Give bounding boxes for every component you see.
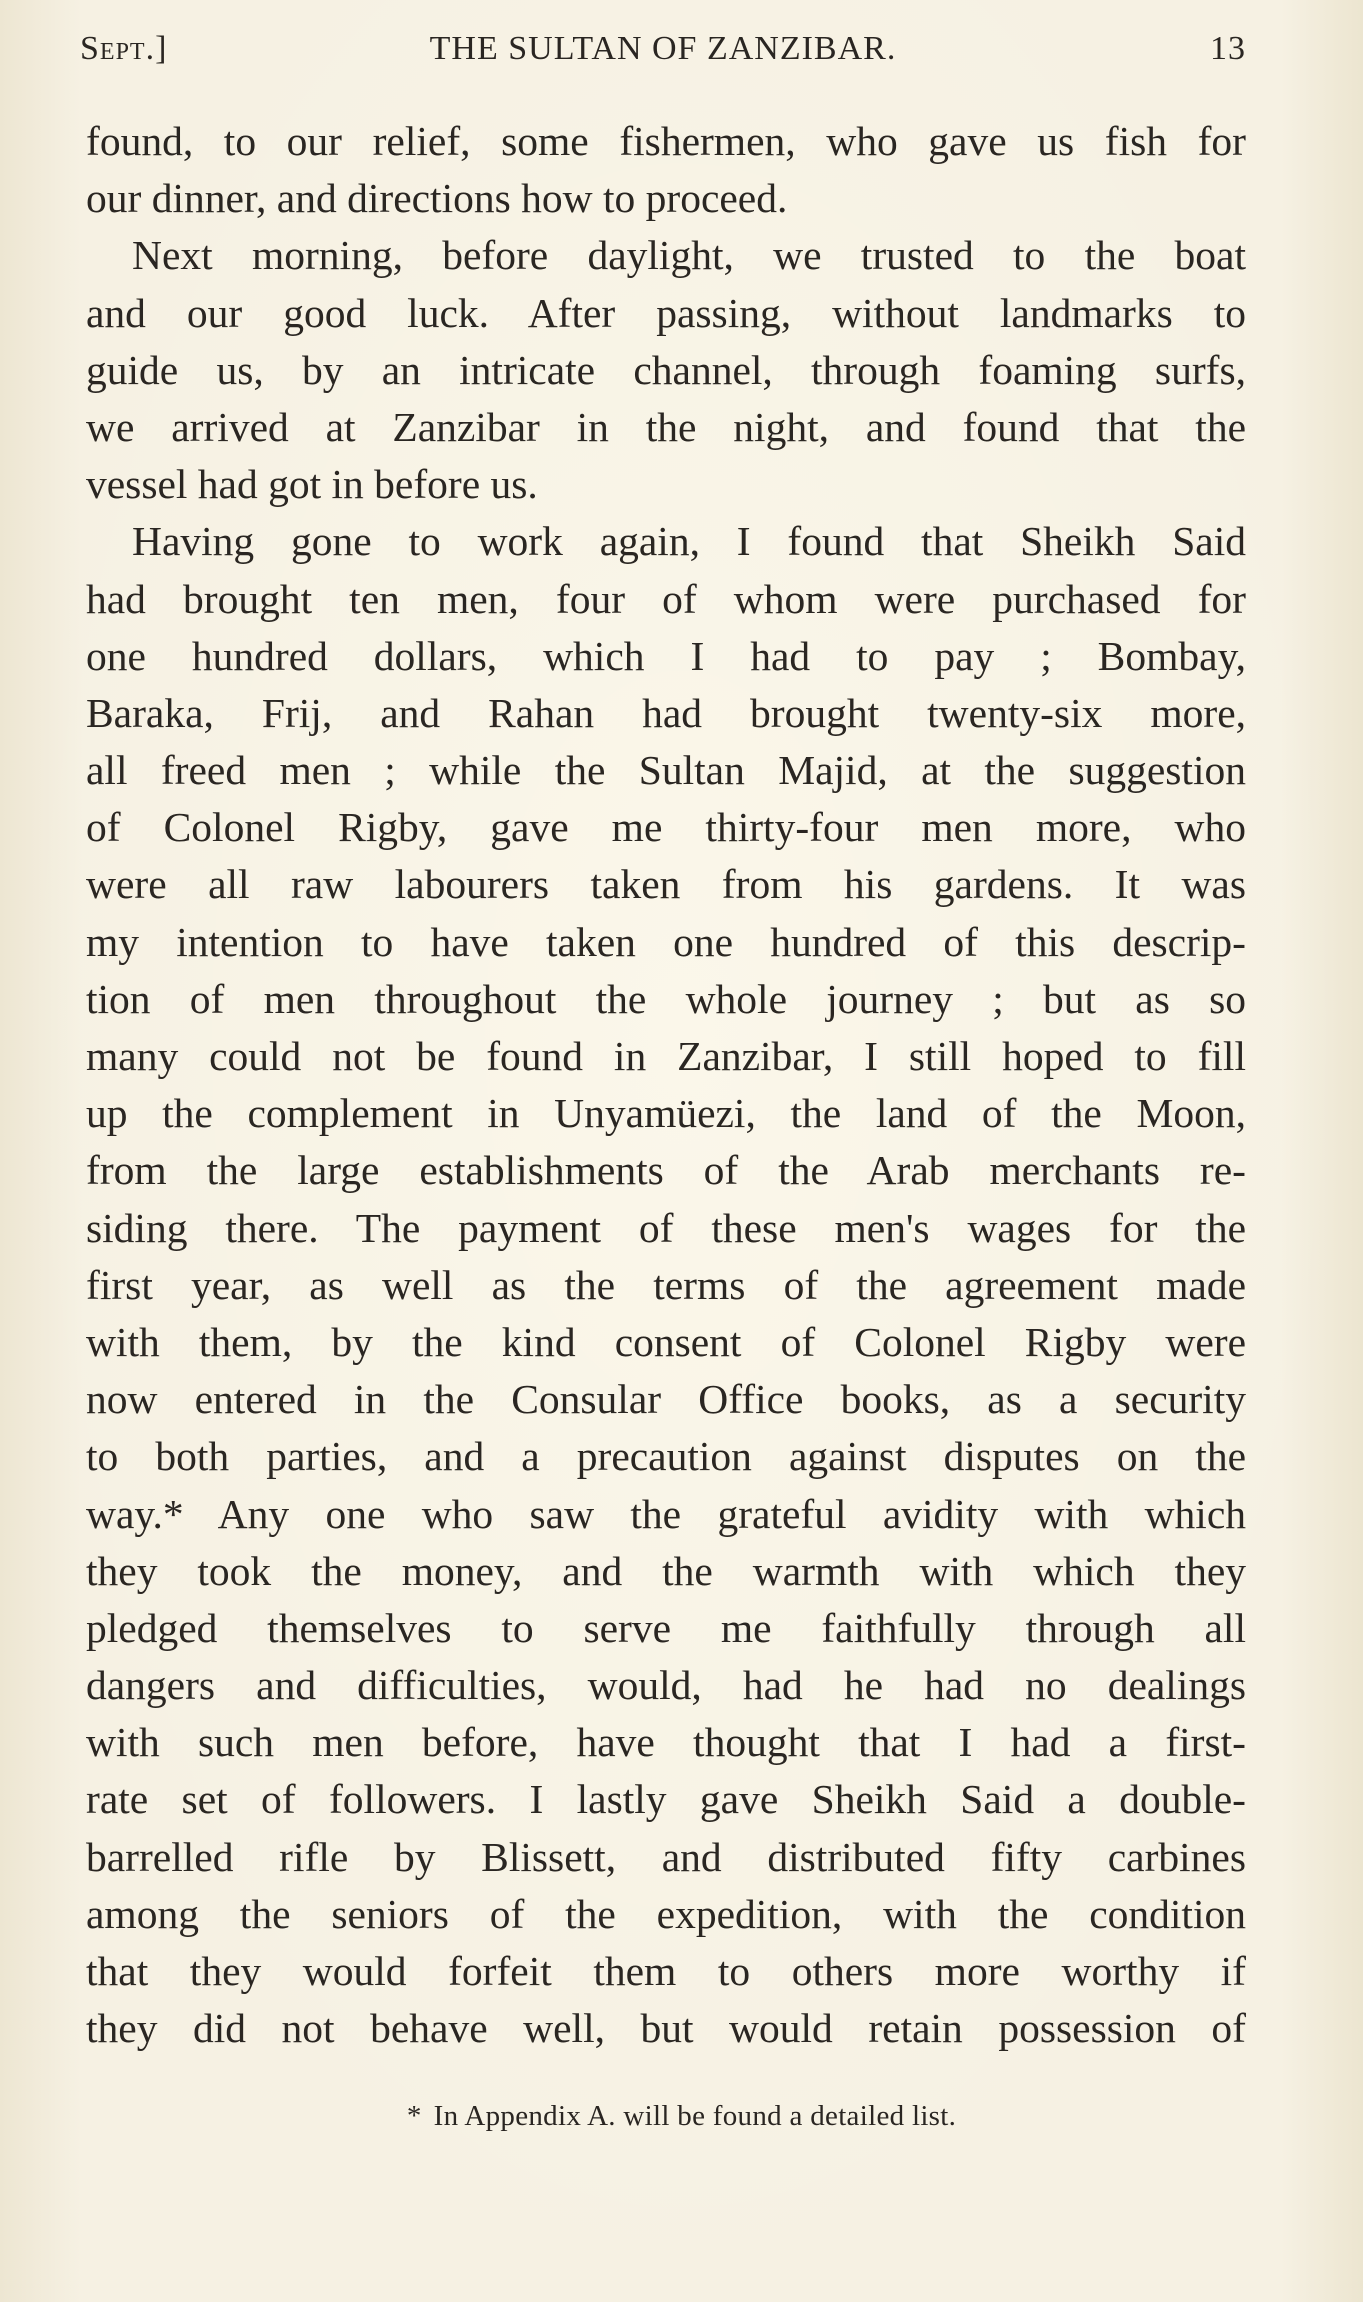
text-line: siding there. The payment of these men's wages for the [86,1204,1246,1251]
text-line: with them, by the kind consent of Colonel Rigby were [86,1318,1246,1365]
text-line: we arrived at Zanzibar in the night, and found that the [86,403,1246,450]
text-line: Next morning, before daylight, we trusted to the boat [132,232,1246,279]
text-line: guide us, by an intricate channel, through foaming surfs, [86,346,1246,393]
text-line: dangers and difficulties, would, had he had no dealings [86,1662,1246,1709]
text-line: and our good luck. After passing, without landmarks to [86,289,1246,336]
text-line: of Colonel Rigby, gave me thirty-four men more, who [86,804,1246,851]
text-line: that they would forfeit them to others more worthy if [86,1948,1246,1994]
text-line: our dinner, and directions how to proceed. [86,175,788,222]
text-line: first year, as well as the terms of the agreement made [86,1261,1246,1308]
text-line: rate set of followers. I lastly gave Sheikh Said a double- [86,1776,1246,1823]
text-line: barrelled rifle by Blissett, and distributed fifty carbines [86,1833,1246,1880]
text-line: to both parties, and a precaution against disputes on the [86,1433,1246,1480]
footnote-marker: * [406,2100,422,2132]
text-line: up the complement in Unyamüezi, the land of the Moon, [86,1090,1246,1137]
text-line: they took the money, and the warmth with which they [86,1547,1246,1594]
text-line: found, to our relief, some fishermen, who gave us fish for [86,118,1246,164]
footnote [0,2100,1363,2133]
text-line: my intention to have taken one hundred of this descrip- [86,918,1246,965]
running-header [80,30,1246,74]
text-line: now entered in the Consular Office books, as a security [86,1376,1246,1423]
text-line: all freed men ; while the Sultan Majid, at the suggestion [86,747,1246,794]
text-line: from the large establishments of the Arab merchants re- [86,1147,1246,1194]
text-line: with such men before, have thought that I had a first- [86,1719,1246,1766]
footnote-text: In Appendix A. will be found a detailed list. [433,2100,957,2132]
text-line: Having gone to work again, I found that Sheikh Said [132,518,1246,565]
text-line: way.* Any one who saw the grateful avidity with which [86,1490,1246,1537]
body-text [86,113,1246,2057]
header-title: THE SULTAN OF ZANZIBAR. [429,30,897,67]
text-line: were all raw labourers taken from his gardens. It was [86,861,1246,908]
text-line: one hundred dollars, which I had to pay ; Bombay, [86,632,1246,679]
header-month: Sept.] [80,30,168,67]
text-line: pledged themselves to serve me faithfully through all [86,1604,1246,1651]
text-line: many could not be found in Zanzibar, I still hoped to fill [86,1033,1246,1079]
page-number: 13 [1210,30,1246,67]
text-line: tion of men throughout the whole journey ; but as so [86,975,1246,1022]
text-line: they did not behave well, but would retain possession of [86,2005,1246,2052]
text-line: had brought ten men, four of whom were purchased for [86,575,1246,622]
text-line: Baraka, Frij, and Rahan had brought twenty-six more, [86,689,1246,736]
text-line: among the seniors of the expedition, with the condition [86,1890,1246,1937]
text-line: vessel had got in before us. [86,461,538,508]
